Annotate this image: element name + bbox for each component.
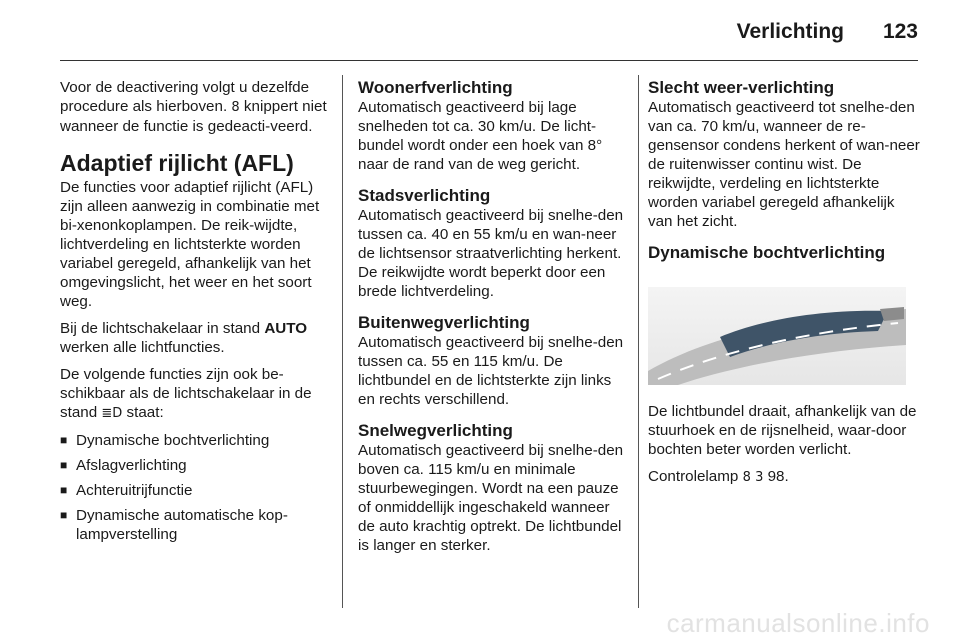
auto-label: AUTO xyxy=(264,320,308,337)
cornering-light-illustration xyxy=(648,287,906,385)
column-divider xyxy=(342,75,343,608)
watermark: carmanualsonline.info xyxy=(666,608,930,638)
section-title: Woonerfverlichting xyxy=(358,78,513,97)
page-title: Verlichting xyxy=(736,20,844,43)
functions-paragraph: De volgende functies zijn ook be-schikbaar als de lichtschakelaar in de stand ≣D staat: xyxy=(60,366,312,421)
section-stad xyxy=(358,186,628,301)
section-text: Automatisch geactiveerd bij snelhe-den tussen ca. 40 en 55 km/u en wan-neer de lichtsensor straatverlichting herkent. De reikwijdte wordt beperkt door een brede lichtverdeling. xyxy=(358,207,624,300)
intro-paragraph: Voor de deactivering volgt u dezelfde procedure als hierboven. 8 knippert niet wanneer de functie is gedeacti-veerd. xyxy=(60,79,327,135)
list-item: ■ Dynamische bochtverlichting xyxy=(60,432,270,449)
figure-caption: De lichtbundel draait, afhankelijk van de stuurhoek en de rijsnelheid, waar-door bochten beter worden verlicht. xyxy=(648,403,917,458)
column-1 xyxy=(60,78,332,550)
section-text: Automatisch geactiveerd bij snelhe-den boven ca. 115 km/u en minimale stuurbewegingen. Wordt na een pauze of onmiddellijk ingeschakeld wanneer de auto krachtig optrekt. De lichtbundel is langer en sterker. xyxy=(358,442,624,554)
column-2 xyxy=(358,78,628,567)
section-title-bochtverlichting: Dynamische bochtverlichting xyxy=(648,243,886,262)
function-list xyxy=(60,431,332,544)
list-item: ■ Dynamische automatische kop-lampverstelling xyxy=(60,507,288,543)
section-woonerf xyxy=(358,78,628,174)
low-beam-icon: ≣D xyxy=(101,406,123,421)
section-text: Automatisch geactiveerd bij snelhe-den tussen ca. 55 en 115 km/u. De lichtbundel en de lichtsterkte zijn links en rechts verschillend. xyxy=(358,334,624,408)
bullet-icon: ■ xyxy=(60,433,68,447)
bullet-icon: ■ xyxy=(60,458,68,472)
page-header xyxy=(0,0,960,60)
light-indicator-icon: 8 xyxy=(231,100,240,115)
section-snelweg xyxy=(358,421,628,555)
section-heading-afl: Adaptief rijlicht (AFL) xyxy=(60,150,294,176)
section-title: Buitenwegverlichting xyxy=(358,313,530,332)
section-title: Slecht weer-verlichting xyxy=(648,78,835,97)
afl-description: De functies voor adaptief rijlicht (AFL) zijn alleen aanwezig in combinatie met bi-xenonkoplampen. De reik-wijdte, lichtverdeling en lichtsterkte worden variabel geregeld, afhankelijk van het omgevingslicht, het weer en het soort weg. xyxy=(60,179,320,310)
bullet-icon: ■ xyxy=(60,483,68,497)
section-buitenweg xyxy=(358,313,628,409)
section-title: Snelwegverlichting xyxy=(358,421,513,440)
section-text: Automatisch geactiveerd tot snelhe-den van ca. 70 km/u, wanneer de re-gensensor condens herkent of wan-neer de ruitenwisser continu wist. De reikwijdte, verdeling en lichtsterkte worden variabel geregeld afhankelijk van het zicht. xyxy=(648,99,920,230)
list-item: ■ Afslagverlichting xyxy=(60,457,187,474)
section-slecht-weer xyxy=(648,78,922,231)
page-reference-arrow-icon: 3 xyxy=(755,470,764,485)
bullet-icon: ■ xyxy=(60,508,68,522)
list-item: ■ Achteruitrijfunctie xyxy=(60,482,193,499)
column-divider xyxy=(638,75,639,608)
section-title: Stadsverlichting xyxy=(358,186,491,205)
section-text: Automatisch geactiveerd bij lage snelheden tot ca. 30 km/u. De licht-bundel wordt onder een hoek van 8° naar de rand van de weg gericht. xyxy=(358,99,603,173)
header-rule xyxy=(60,60,918,61)
light-indicator-icon: 8 xyxy=(742,470,751,485)
page-number: 123 xyxy=(882,20,918,43)
control-lamp-reference: Controlelamp 8 3 98. xyxy=(648,468,789,485)
auto-paragraph: Bij de lichtschakelaar in stand AUTO werken alle lichtfuncties. xyxy=(60,320,308,356)
column-3 xyxy=(648,78,922,495)
page-link[interactable]: 98. xyxy=(767,468,789,485)
